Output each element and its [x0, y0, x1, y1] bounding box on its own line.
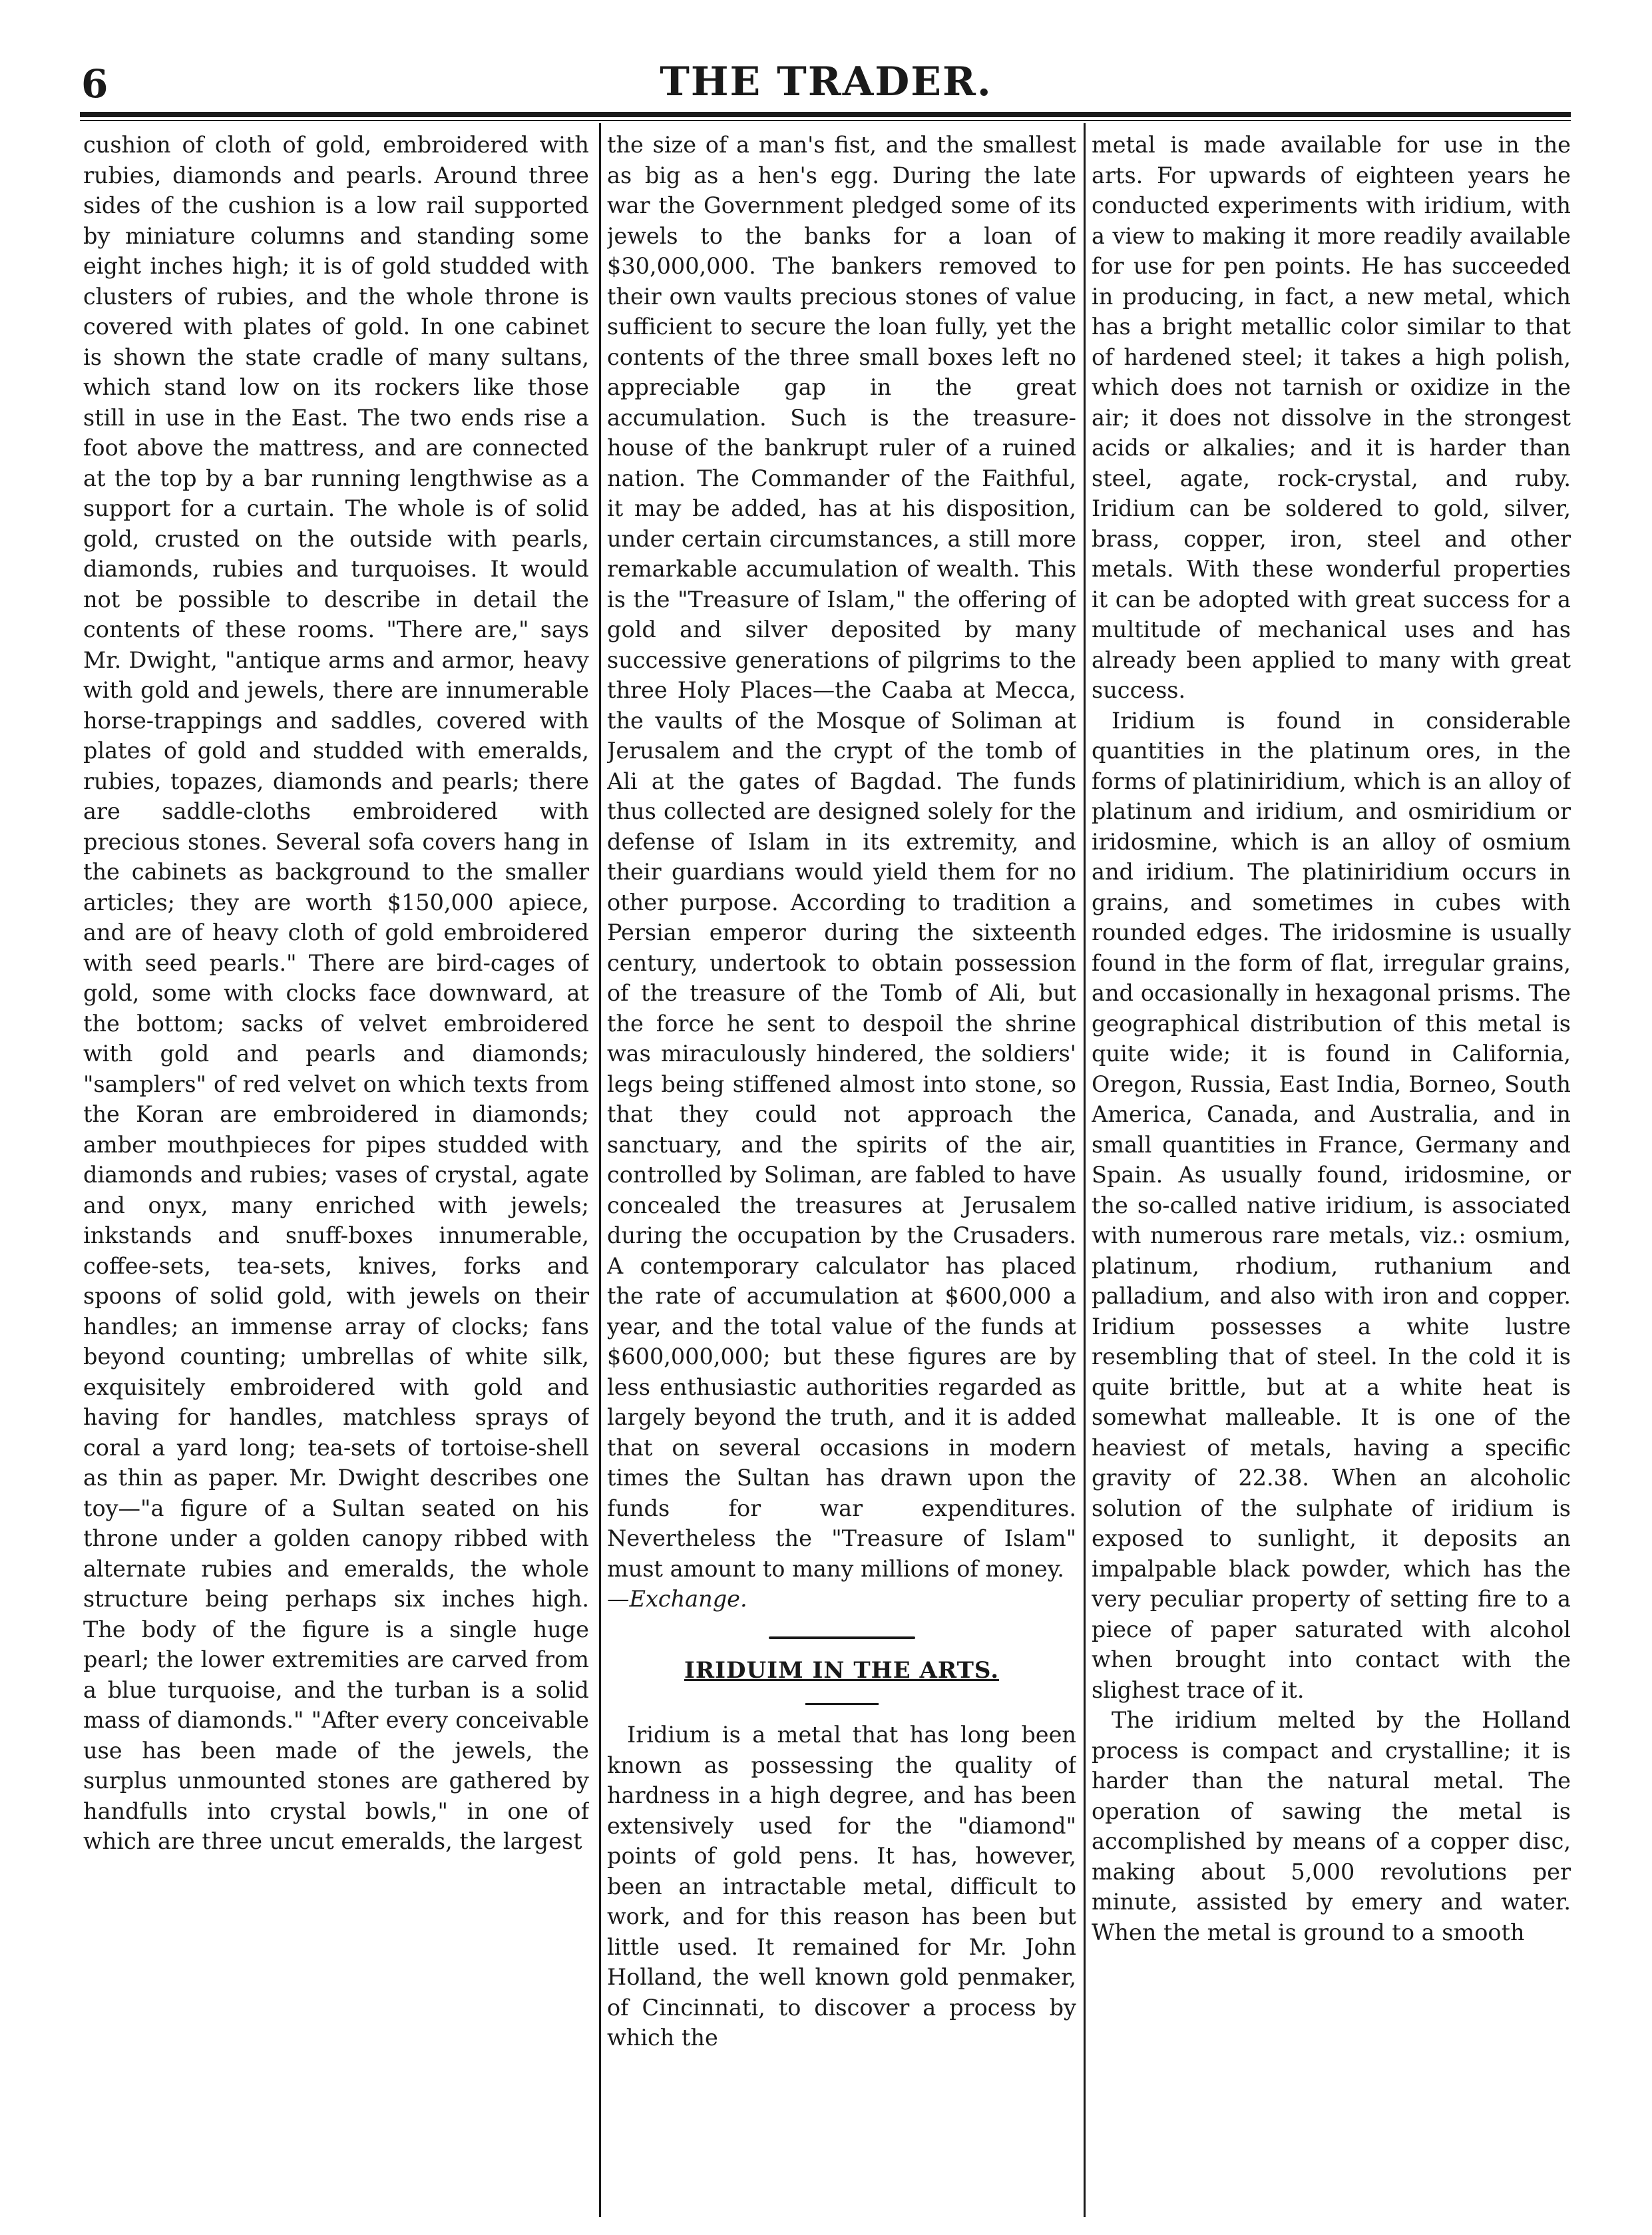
- column-1-text: cushion of cloth of gold, embroidered with rubies, diamonds and pearls. Around three sides of the cushion is a low rail supported by miniature columns and standing some eight inches high; it is of gold studded with clusters of rubies, and the whole throne is covered with plates of gold. In one cabinet is shown the state cradle of many sultans, which stand low on its rockers like those still in use in the East. The two ends rise a foot above the mattress, and are connected at the top by a bar running lengthwise as a support for a curtain. The whole is of solid gold, crusted on the outside with pearls, diamonds, rubies and turquoises. It would not be possible to describe in detail the contents of these rooms. "There are," says Mr. Dwight, "antique arms and armor, heavy with gold and jewels, there are innumerable horse-trappings and saddles, covered with plates of gold and studded with emeralds, rubies, topazes, diamonds and pearls; there are saddle-cloths embroidered with precious stones. Several sofa covers hang in the cabinets as background to the smaller articles; they are worth $150,000 apiece, and are of heavy cloth of gold embroidered with seed pearls." There are bird-cages of gold, some with clocks face downward, at the bottom; sacks of velvet embroidered with gold and pearls and diamonds; "samplers" of red velvet on which texts from the Koran are embroidered in diamonds; amber mouthpieces for pipes studded with diamonds and rubies; vases of crystal, agate and onyx, many enriched with jewels; inkstands and snuff-boxes innumerable, coffee-sets, tea-sets, knives, forks and spoons of solid gold, with jewels on their handles; an immense array of clocks; fans beyond counting; umbrellas of white silk, exquisitely embroidered with gold and having for handles, matchless sprays of coral a yard long; tea-sets of tortoise-shell as thin as paper. Mr. Dwight describes one toy—"a figure of a Sultan seated on his throne under a golden canopy ribbed with alternate rubies and emeralds, the whole structure being perhaps six inches high. The body of the figure is a single huge pearl; the lower extremities are carved from a blue turquoise, and the turban is a solid mass of diamonds." "After every conceivable use has been made of the jewels, the surplus unmounted stones are gathered by handfulls into crystal bowls," in one of which are three uncut emeralds, the largest: [83, 132, 589, 1854]
- page-number: 6: [81, 61, 108, 107]
- column-3-paragraph-2: Iridium is found in considerable quantities in the platinum ores, in the forms of platiniridium, which is an alloy of platinum and iridium, and osmiridium or iridosmine, which is an alloy of osmium and iridium. The platiniridium occurs in grains, and sometimes in cubes with rounded edges. The iridosmine is usually found in the form of flat, irregular grains, and occasionally in hexagonal prisms. The geographical distribution of this metal is quite wide; it is found in California, Oregon, Russia, East India, Borneo, South America, Canada, and Australia, and in small quantities in France, Germany and Spain. As usually found, iridosmine, or the so-called native iridium, is associated with numerous rare metals, viz.: osmium, platinum, rhodium, ruthanium and palladium, and also with iron and copper. Iridium possesses a white lustre resembling that of steel. In the cold it is quite brittle, but at a white heat is somewhat malleable. It is one of the heaviest of metals, having a specific gravity of 22.38. When an alcoholic solution of the sulphate of iridium is exposed to sunlight, it deposits an impalpable black powder, which has the very peculiar property of setting fire to a piece of paper saturated with alcohol when brought into contact with the slighest trace of it.: [1092, 707, 1571, 1703]
- heading-rule: [805, 1703, 879, 1705]
- header-rule: [80, 112, 1571, 117]
- column-3: [1092, 130, 1571, 2217]
- iridium-article-text: Iridium is a metal that has long been known as possessing the quality of hardness in a high degree, and has been extensively used for the "diamond" points of gold pens. It has, however, been an intractable metal, difficult to work, and for this reason has been but little used. It remained for Mr. John Holland, the well known gold penmaker, of Cincinnati, to discover a process by which the: [607, 1722, 1076, 2051]
- column-divider-2: [1084, 123, 1086, 2217]
- article-heading: IRIDUIM IN THE ARTS.: [684, 1656, 1000, 1684]
- column-3-paragraph-3: The iridium melted by the Holland process is compact and crystalline; it is harder than the natural metal. The operation of sawing the metal is accomplished by means of a copper disc, making about 5,000 revolutions per minute, assisted by emery and water. When the metal is ground to a smooth: [1092, 1707, 1571, 1945]
- section-ornament: [769, 1633, 915, 1642]
- column-2: [607, 130, 1076, 2217]
- treasure-article-text: the size of a man's fist, and the smallest as big as a hen's egg. During the late war the Government pledged some of its jewels to the banks for a loan of $30,000,000. The bankers removed to their own vaults precious stones of value sufficient to secure the loan fully, yet the contents of the three small boxes left no appreciable gap in the great accumulation. Such is the treasure-house of the bankrupt ruler of a ruined nation. The Commander of the Faithful, it may be added, has at his disposition, under certain circumstances, a still more remarkable accumulation of wealth. This is the "Treasure of Islam," the offering of gold and silver deposited by many successive generations of pilgrims to the three Holy Places—the Caaba at Mecca, the vaults of the Mosque of Soliman at Jerusalem and the crypt of the tomb of Ali at the gates of Bagdad. The funds thus collected are designed solely for the defense of Islam in its extremity, and their guardians would yield them for no other purpose. According to tradition a Persian emperor during the sixteenth century, undertook to obtain possession of the treasure of the Tomb of Ali, but the force he sent to despoil the shrine was miraculously hindered, the soldiers' legs being stiffened almost into stone, so that they could not approach the sanctuary, and the spirits of the air, controlled by Soliman, are fabled to have concealed the treasures at Jerusalem during the occupation by the Crusaders. A contemporary calculator has placed the rate of accumulation at $600,000 a year, and the total value of the funds at $600,000,000; but these figures are by less enthusiastic authorities regarded as largely beyond the truth, and it is added that on several occasions in modern times the Sultan has drawn upon the funds for war expenditures. Nevertheless the "Treasure of Islam" must amount to many millions of money.: [607, 132, 1076, 1582]
- column-1: [83, 130, 589, 2217]
- masthead-title: THE TRADER.: [660, 59, 992, 105]
- article-credit: —Exchange.: [607, 1586, 747, 1612]
- header-rule-thin: [80, 120, 1571, 121]
- column-divider-1: [599, 123, 601, 2217]
- column-3-paragraph-1: metal is made available for use in the arts. For upwards of eighteen years he conducted experiments with iridium, with a view to making it more readily available for use for pen points. He has succeeded in producing, in fact, a new metal, which has a bright metallic color similar to that of hardened steel; it takes a high polish, which does not tarnish or oxidize in the air; it does not dissolve in the strongest acids or alkalies; and it is harder than steel, agate, rock-crystal, and ruby. Iridium can be soldered to gold, silver, brass, copper, iron, steel and other metals. With these wonderful properties it can be adopted with great success for a multitude of mechanical uses and has already been applied to many with great success.: [1092, 132, 1571, 703]
